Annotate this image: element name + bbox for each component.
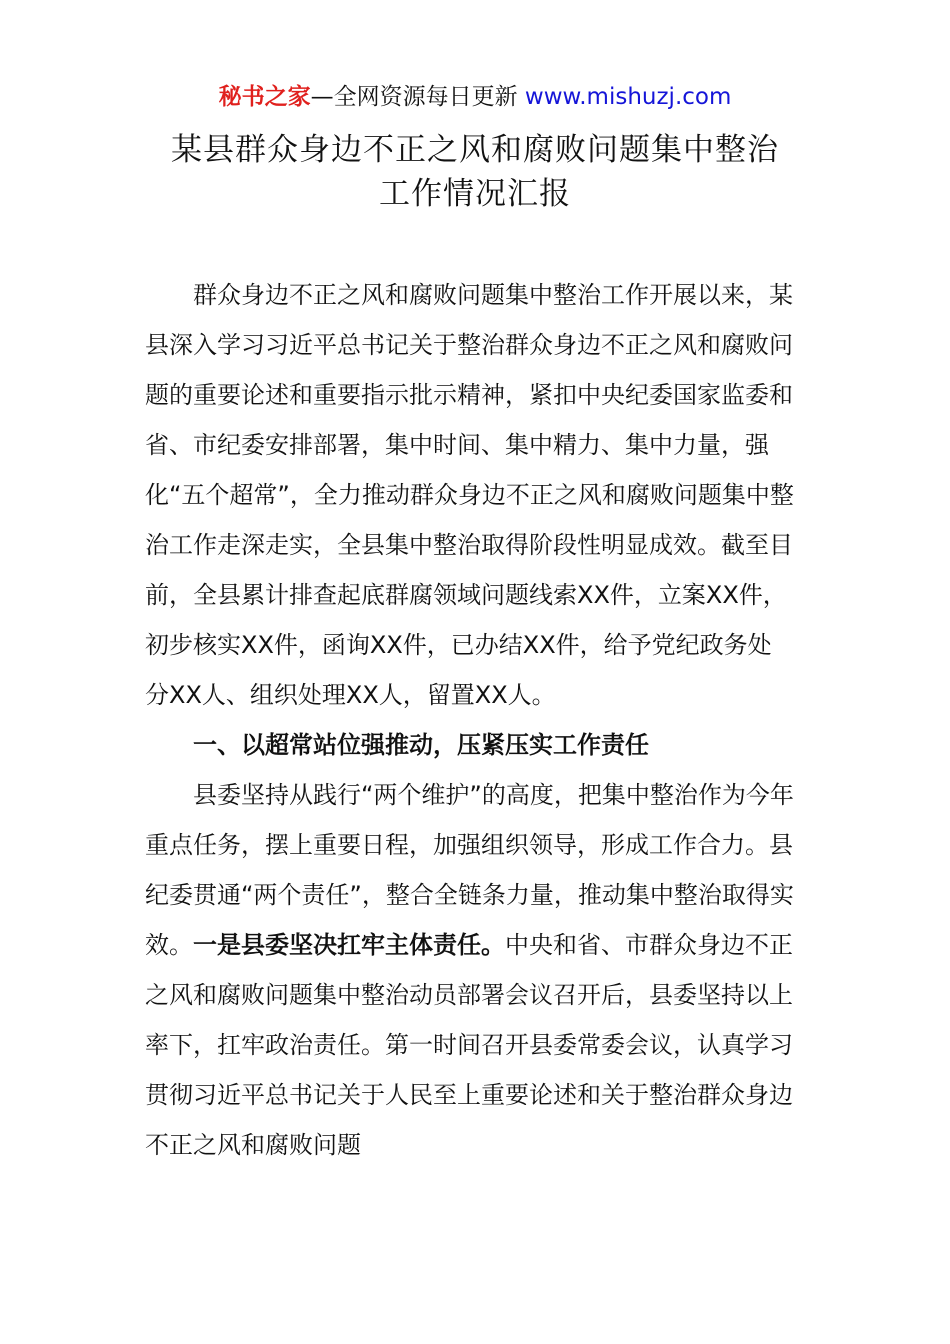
site-tagline: —全网资源每日更新: [310, 84, 525, 110]
site-url-link[interactable]: www.mishuzj.com: [524, 84, 732, 110]
intro-paragraph: 群众身边不正之风和腐败问题集中整治工作开展以来，某县深入学习习近平总书记关于整治群众身边不正之风和腐败问题的重要论述和重要指示批示精神，紧扣中央纪委国家监委和省、市纪委安排部署，集中时间、集中精力、集中力量，强化“五个超常”，全力推动群众身边不正之风和腐败问题集中整治工作走深走实，全县集中整治取得阶段性明显成效。截至目前，全县累计排查起底群腐领域问题线索XX件，立案XX件，初步核实XX件，函询XX件，已办结XX件，给予党纪政务处分XX人、组织处理XX人，留置XX人。: [145, 281, 794, 709]
title-line-1: 某县群众身边不正之风和腐败问题集中整治: [171, 132, 779, 168]
section-1-heading: 一、以超常站位强推动，压紧压实工作责任: [193, 731, 649, 759]
section-1-bold-point: 一是县委坚决扛牢主体责任。: [193, 931, 505, 959]
site-header: [0, 82, 950, 112]
document-title: [0, 128, 950, 216]
section-1-text-end: 中央和省、市群众身边不正之风和腐败问题集中整治动员部署会议召开后，县委坚持以上率下，扛牢政治责任。第一时间召开县委常委会议，认真学习贯彻习近平总书记关于人民至上重要论述和关于整治群众身边不正之风和腐败问题: [145, 931, 793, 1159]
document-body: [145, 270, 795, 1170]
site-name: 秘书之家: [218, 84, 311, 110]
section-1-paragraph: [145, 770, 795, 1170]
title-line-2: 工作情况汇报: [379, 176, 571, 212]
section-1-text-start: 县委坚持从践行“两个维护”的高度，把集中整治作为今年重点任务，摆上重要日程，加强组织领导，形成工作合力。县纪委贯通“两个责任”，整合全链条力量，推动集中整治取得实效。: [145, 781, 794, 959]
